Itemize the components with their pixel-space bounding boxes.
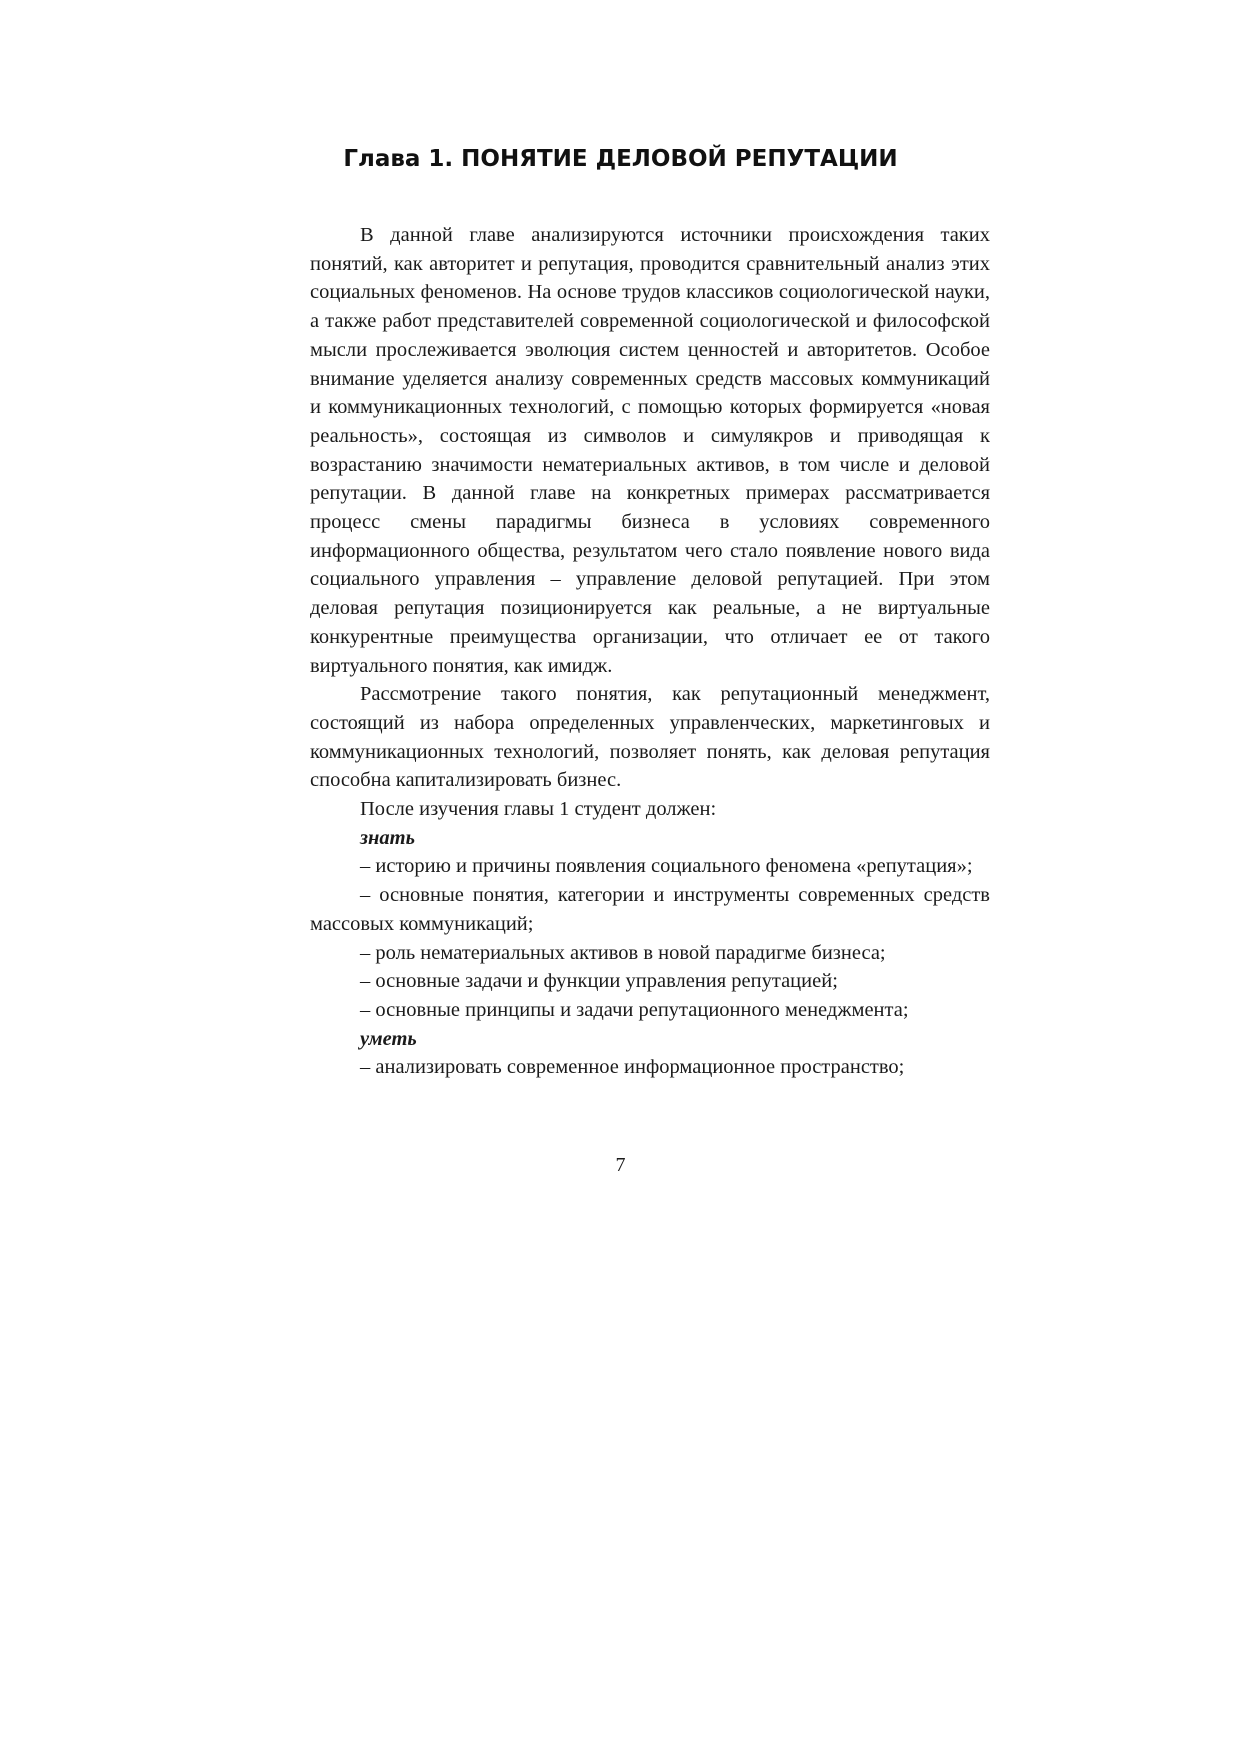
know-item: – историю и причины появления социального феномена «репутация»; (360, 855, 973, 878)
know-item: – основные понятия, категории и инструменты современных средств массовых коммуникаций; (310, 884, 990, 935)
chapter-title: Глава 1. ПОНЯТИЕ ДЕЛОВОЙ РЕПУТАЦИИ (343, 146, 898, 172)
be-able-item: – анализировать современное информационное пространство; (360, 1056, 905, 1079)
know-heading: знать (360, 826, 415, 849)
page-number: 7 (615, 1154, 626, 1176)
management-paragraph: Рассмотрение такого понятия, как репутационный менеджмент, состоящий из набора определенных управленческих, маркетинговых и коммуникационных технологий, позволяет понять, как деловая репутация способна капитализировать бизнес. (310, 683, 990, 792)
know-item: – роль нематериальных активов в новой парадигме бизнеса; (360, 941, 886, 964)
know-item: – основные задачи и функции управления репутацией; (360, 970, 838, 993)
know-item: – основные принципы и задачи репутационного менеджмента; (360, 998, 909, 1021)
intro-paragraph: В данной главе анализируются источники происхождения таких понятий, как авторитет и репутация, проводится сравнительный анализ этих социальных феноменов. На основе трудов классиков социологической науки, а также работ представителей современной социологической и философской мысли прослеживается эволюция систем ценностей и авторитетов. Особое внимание уделяется анализу современных средств массовых коммуникаций и коммуникационных технологий, с помощью которых формируется «новая реальность», состоящая из символов и симулякров и приводящая к возрастанию значимости нематериальных активов, в том числе и деловой репутации. В данной главе на конкретных примерах рассматривается процесс смены парадигмы бизнеса в условиях современного информационного общества, результатом чего стало появление нового вида социального управления – управление деловой репутацией. При этом деловая репутация позиционируется как реальные, а не виртуальные конкурентные преимущества организации, что отличает ее от такого виртуального понятия, как имидж. (310, 224, 990, 677)
be-able-heading: уметь (360, 1027, 417, 1050)
chapter-body (310, 221, 990, 1082)
after-study-paragraph: После изучения главы 1 студент должен: (360, 798, 717, 821)
